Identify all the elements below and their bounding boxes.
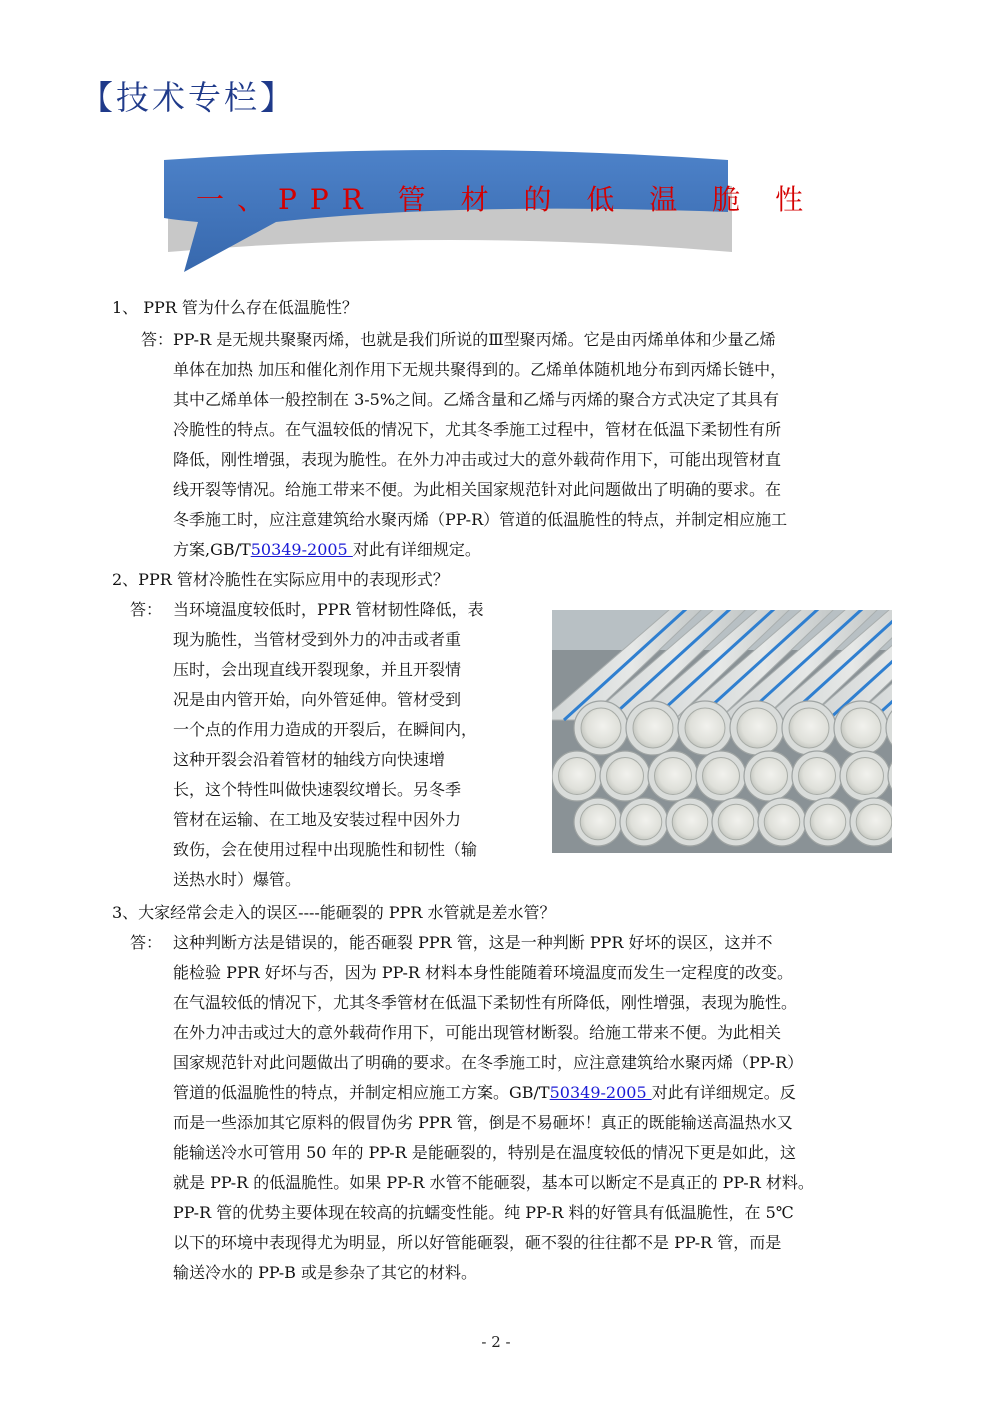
answer-1-line: PP-R 是无规共聚聚丙烯，也就是我们所说的Ⅲ型聚丙烯。它是由丙烯单体和少量乙烯 — [173, 330, 776, 349]
answer-2-line: 况是由内管开始，向外管延伸。管材受到 — [173, 690, 462, 709]
answer-2-line: 一个点的作用力造成的开裂后，在瞬间内， — [173, 720, 478, 739]
pipe-opening — [737, 708, 777, 748]
answer-3-line: 输送冷水的 PP-B 或是参杂了其它的材料。 — [173, 1263, 477, 1282]
answer-2 — [173, 595, 484, 895]
answer-1-prefix: 答： — [141, 330, 174, 349]
answer-3-line: 在气温较低的情况下，尤其冬季管材在低温下柔韧性有所降低，刚性增强，表现为脆性。 — [173, 993, 798, 1012]
text-segment: 对此有详细规定。 — [352, 540, 481, 559]
answer-3-line: 国家规范针对此问题做出了明确的要求。在冬季施工时，应注意建筑给水聚丙烯（PP-R） — [173, 1053, 804, 1072]
answer-3-line: 能检验 PPR 好坏与否，因为 PP-R 材料本身性能随着环境温度而发生一定程度的改变。 — [173, 963, 794, 982]
text-segment: 管道的低温脆性的特点，并制定相应施工方案。GB/T — [173, 1083, 550, 1102]
answer-3 — [173, 928, 814, 1288]
answer-2-line: 长，这个特性叫做快速裂纹增长。另冬季 — [173, 780, 462, 799]
answer-2-line: 当环境温度较低时，PPR 管材韧性降低，表 — [173, 600, 484, 619]
answer-3-line: 在外力冲击或过大的意外载荷作用下，可能出现管材断裂。给施工带来不便。为此相关 — [173, 1023, 782, 1042]
page-number: - 2 - — [481, 1333, 511, 1351]
answer-2-line: 送热水时）爆管。 — [173, 870, 302, 889]
answer-1-line: 线开裂等情况。给施工带来不便。为此相关国家规范针对此问题做出了明确的要求。在 — [173, 480, 782, 499]
pipe-opening — [841, 708, 881, 748]
standard-link[interactable]: 50349-2005 — [250, 540, 353, 559]
pipe-opening — [856, 804, 892, 840]
question-2: 2、PPR 管材冷脆性在实际应用中的表现形式？ — [112, 570, 449, 589]
answer-3-line: PP-R 管的优势主要体现在较高的抗蠕变性能。纯 PP-R 料的好管具有低温脆性，在 5℃ — [173, 1203, 794, 1222]
pipe-opening — [655, 758, 692, 795]
pipe-opening — [799, 758, 836, 795]
question-3: 3、大家经常会走入的误区----能砸裂的 PPR 水管就是差水管？ — [112, 903, 556, 922]
pipe-opening — [810, 804, 846, 840]
answer-3-prefix: 答： — [130, 933, 163, 952]
column-title: 【技术专栏】 — [80, 78, 296, 117]
pipe-opening — [789, 708, 829, 748]
answer-1 — [173, 325, 787, 565]
banner-title: 一、PPR 管 材 的 低 温 脆 性 — [196, 183, 817, 216]
question-1: 1、 PPR 管为什么存在低温脆性？ — [112, 298, 358, 317]
pipe-opening — [559, 758, 596, 795]
ppr-pipes-photo — [552, 610, 892, 853]
answer-2-prefix: 答： — [130, 600, 163, 619]
pipe-opening — [633, 708, 673, 748]
answer-3-line: 而是一些添加其它原料的假冒伪劣 PPR 管，倒是不易砸坏！真正的既能输送高温热水又 — [173, 1113, 793, 1132]
pipe-opening — [580, 804, 616, 840]
answer-3-line: 这种判断方法是错误的，能否砸裂 PPR 管，这是一种判断 PPR 好坏的误区，这并不 — [173, 933, 773, 952]
answer-3-line: 以下的环境中表现得尤为明显，所以好管能砸裂，砸不裂的往往都不是 PP-R 管，而是 — [173, 1233, 782, 1252]
pipe-opening — [847, 758, 884, 795]
answer-2-line: 这种开裂会沿着管材的轴线方向快速增 — [173, 750, 446, 769]
pipe-opening — [607, 758, 644, 795]
pipe-opening — [626, 804, 662, 840]
answer-3-link-line — [173, 1078, 814, 1108]
text-segment: 方案,GB/T — [173, 540, 251, 559]
pipe-opening — [672, 804, 708, 840]
pipe-opening — [581, 708, 621, 748]
pipe-opening — [685, 708, 725, 748]
answer-2-line: 现为脆性，当管材受到外力的冲击或者重 — [173, 630, 462, 649]
answer-1-line: 单体在加热 加压和催化剂作用下无规共聚得到的。乙烯单体随机地分布到丙烯长链中， — [173, 360, 787, 379]
answer-1-line: 冬季施工时，应注意建筑给水聚丙烯（PP-R）管道的低温脆性的特点，并制定相应施工 — [173, 510, 788, 529]
answer-2-line: 管材在运输、在工地及安装过程中因外力 — [173, 810, 462, 829]
answer-2-line: 致伤，会在使用过程中出现脆性和韧性（输 — [173, 840, 478, 859]
answer-3-line: 就是 PP-R 的低温脆性。如果 PP-R 水管不能砸裂，基本可以断定不是真正的 PP-R 材料。 — [173, 1173, 814, 1192]
pipe-opening — [751, 758, 788, 795]
answer-1-line: 其中乙烯单体一般控制在 3-5%之间。乙烯含量和乙烯与丙烯的聚合方式决定了其具有 — [173, 390, 780, 409]
pipe-opening — [764, 804, 800, 840]
answer-1-last-line — [173, 535, 787, 565]
answer-2-line: 压时，会出现直线开裂现象，并且开裂情 — [173, 660, 462, 679]
answer-1-line: 降低，刚性增强，表现为脆性。在外力冲击或过大的意外载荷作用下，可能出现管材直 — [173, 450, 782, 469]
pipe-opening — [703, 758, 740, 795]
standard-link[interactable]: 50349-2005 — [549, 1083, 652, 1102]
text-segment: 对此有详细规定。反 — [651, 1083, 796, 1102]
answer-3-line: 能输送冷水可管用 50 年的 PP-R 是能砸裂的，特别是在温度较低的情况下更是如此，这 — [173, 1143, 796, 1162]
pipe-opening — [718, 804, 754, 840]
answer-1-line: 冷脆性的特点。在气温较低的情况下，尤其冬季施工过程中，管材在低温下柔韧性有所 — [173, 420, 782, 439]
